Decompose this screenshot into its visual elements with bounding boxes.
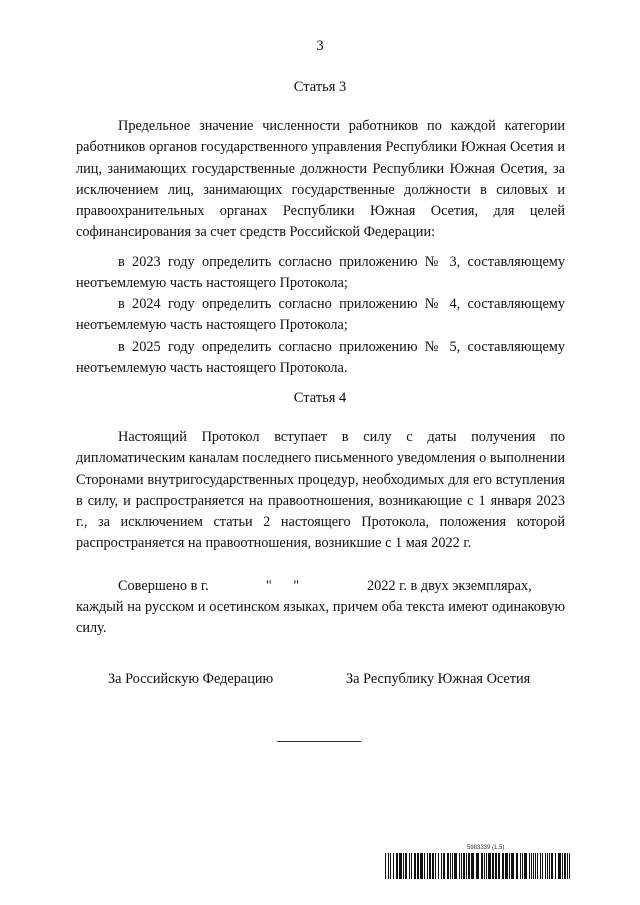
signature-russia: За Российскую Федерацию	[108, 671, 274, 687]
article-4-text: Настоящий Протокол вступает в силу с даты получения по дипломатическим каналам последнего письменного уведомления о выполнении Сторонами внутригосударственных процедур, необходимых для его вступления в силу, и распространяется на правоотношения, возникающие с 1 января 2023 г., за исключением статьи 2 настоящего Протокола, положения которой распространяется на правоотношения, возникшие с 1 мая 2022 г.	[76, 429, 565, 552]
article-4-heading: Статья 4	[293, 390, 347, 406]
page-number: 3	[316, 38, 324, 54]
article-3-item-2024: в 2024 году определить согласно приложению № 4, составляющему неотъемлемую часть настоящего Протокола;	[76, 296, 565, 334]
closing-divider	[277, 741, 361, 742]
article-3-heading: Статья 3	[293, 79, 347, 95]
article-3-item-2025: в 2025 году определить согласно приложению № 5, составляющему неотъемлемую часть настоящего Протокола.	[76, 339, 565, 377]
barcode-image	[385, 853, 570, 879]
document-id: 5983339 (1.5)	[467, 845, 505, 851]
done-continuation: каждый на русском и осетинском языках, причем оба текста имеют одинаковую силу.	[76, 599, 565, 637]
signature-south-ossetia: За Республику Южная Осетия	[346, 671, 531, 687]
article-3-item-2023: в 2023 году определить согласно приложению № 3, составляющему неотъемлемую часть настоящего Протокола;	[76, 254, 565, 292]
done-line: Совершено в г. " " 2022 г. в двух экземплярах,	[118, 578, 532, 594]
article-3-intro: Предельное значение численности работников по каждой категории работников органов государственного управления Республики Южная Осетия и лиц, занимающих государственные должности Республики Южная Осетия, за исключением лиц, занимающих государственные должности в силовых и правоохранительных органах Республики Южная Осетия, для целей софинансирования за счет средств Российской Федерации:	[76, 118, 565, 241]
